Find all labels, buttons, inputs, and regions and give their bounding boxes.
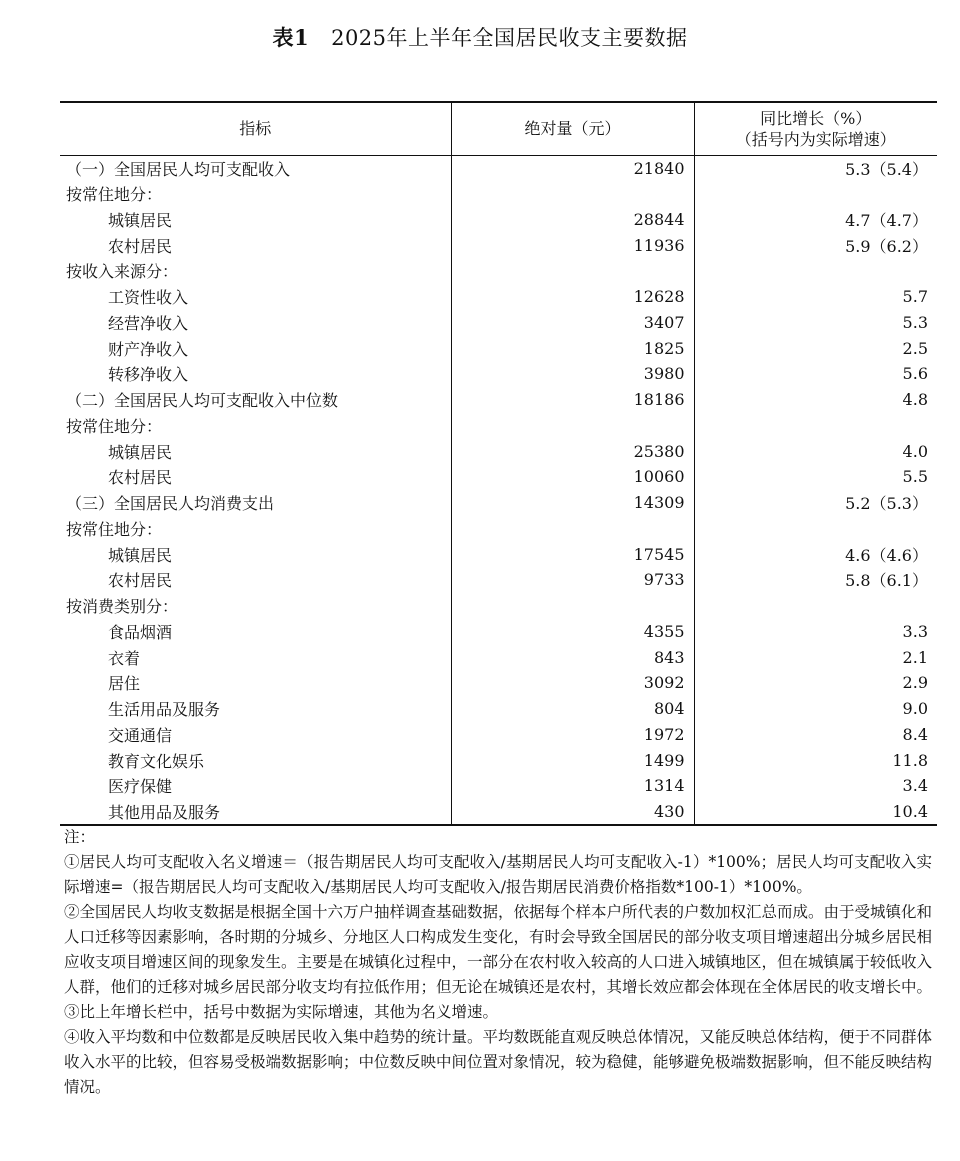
row-growth-rate: 4.6（4.6）: [694, 541, 937, 567]
row-absolute-value: [451, 258, 694, 284]
row-growth-rate: 9.0: [694, 696, 937, 722]
row-absolute-value: 12628: [451, 284, 694, 310]
row-absolute-value: [451, 593, 694, 619]
row-label: 城镇居民: [108, 210, 173, 230]
table-row: [60, 284, 937, 310]
row-growth-rate: 11.8: [694, 747, 937, 773]
row-label: 工资性收入: [108, 288, 189, 308]
row-label: 按常住地分：: [66, 519, 163, 539]
row-label: 按收入来源分：: [66, 262, 179, 282]
table-header-row: [60, 102, 937, 155]
notes-heading: 注：: [64, 828, 96, 846]
table-row: [60, 490, 937, 516]
row-growth-rate: 2.5: [694, 335, 937, 361]
row-growth-rate: 3.4: [694, 773, 937, 799]
row-label: 衣着: [108, 648, 141, 668]
header-growth: [694, 102, 937, 155]
row-growth-rate: [694, 593, 937, 619]
table-row: [60, 773, 937, 799]
table-row: [60, 310, 937, 336]
row-growth-rate: 8.4: [694, 722, 937, 748]
notes-section: [64, 825, 932, 1100]
row-growth-rate: 2.1: [694, 644, 937, 670]
row-growth-rate: 5.2（5.3）: [694, 490, 937, 516]
row-growth-rate: [694, 181, 937, 207]
note-4: ④收入平均数和中位数都是反映居民收入集中趋势的统计量。平均数既能直观反映总体情况，又能反映总体结构，便于不同群体收入水平的比较，但容易受极端数据影响；中位数反映中间位置对象情况，较为稳健，能够避免极端数据影响，但不能反映结构情况。: [64, 1028, 933, 1096]
data-table: [60, 101, 937, 826]
row-absolute-value: 1972: [451, 722, 694, 748]
row-absolute-value: 3407: [451, 310, 694, 336]
table-row: [60, 747, 937, 773]
row-absolute-value: 804: [451, 696, 694, 722]
row-label: 按消费类别分：: [66, 597, 179, 617]
row-absolute-value: 1825: [451, 335, 694, 361]
row-label: 财产净收入: [108, 339, 189, 359]
row-absolute-value: 3092: [451, 670, 694, 696]
row-absolute-value: [451, 181, 694, 207]
row-label: 农村居民: [108, 571, 173, 591]
row-label: 城镇居民: [108, 442, 173, 462]
row-absolute-value: 14309: [451, 490, 694, 516]
header-indicator: 指标: [60, 102, 451, 155]
row-growth-rate: 5.3（5.4）: [694, 155, 937, 181]
row-growth-rate: 5.8（6.1）: [694, 567, 937, 593]
row-absolute-value: 11936: [451, 232, 694, 258]
table-row: [60, 464, 937, 490]
row-absolute-value: 21840: [451, 155, 694, 181]
row-label: （一）全国居民人均可支配收入: [66, 159, 291, 179]
row-label: （二）全国居民人均可支配收入中位数: [66, 391, 339, 411]
row-growth-rate: 2.9: [694, 670, 937, 696]
table-row: [60, 670, 937, 696]
note-3: ③比上年增长栏中，括号中数据为实际增速，其他为名义增速。: [64, 1003, 499, 1021]
table-row: [60, 207, 937, 233]
row-growth-rate: 10.4: [694, 799, 937, 825]
table-title: [0, 22, 960, 52]
table-row: [60, 593, 937, 619]
table-row: [60, 516, 937, 542]
row-absolute-value: 10060: [451, 464, 694, 490]
row-growth-rate: 3.3: [694, 619, 937, 645]
row-label: 其他用品及服务: [60, 799, 451, 825]
row-growth-rate: 4.7（4.7）: [694, 207, 937, 233]
table-row: [60, 181, 937, 207]
row-absolute-value: 28844: [451, 207, 694, 233]
row-growth-rate: [694, 258, 937, 284]
table-number: 表1: [272, 25, 310, 50]
row-absolute-value: 1314: [451, 773, 694, 799]
row-absolute-value: 1499: [451, 747, 694, 773]
row-growth-rate: [694, 516, 937, 542]
table-row: [60, 567, 937, 593]
table-row: [60, 155, 937, 181]
header-growth-line2: （括号内为实际增速）: [735, 129, 896, 149]
row-absolute-value: 430: [451, 799, 694, 825]
table-row: [60, 722, 937, 748]
row-label: 生活用品及服务: [108, 700, 221, 720]
row-absolute-value: 3980: [451, 361, 694, 387]
row-absolute-value: 4355: [451, 619, 694, 645]
row-growth-rate: 5.6: [694, 361, 937, 387]
row-label: 农村居民: [108, 236, 173, 256]
row-label: 农村居民: [108, 468, 173, 488]
row-growth-rate: [694, 413, 937, 439]
row-growth-rate: 4.8: [694, 387, 937, 413]
row-growth-rate: 5.9（6.2）: [694, 232, 937, 258]
table-row: [60, 541, 937, 567]
row-absolute-value: [451, 413, 694, 439]
table-row: [60, 387, 937, 413]
row-label: 经营净收入: [108, 313, 189, 333]
row-label: 按常住地分：: [66, 185, 163, 205]
table-title-text: 2025年上半年全国居民收支主要数据: [331, 26, 688, 50]
row-growth-rate: 5.3: [694, 310, 937, 336]
row-absolute-value: [451, 516, 694, 542]
table-row: [60, 232, 937, 258]
row-label: 交通通信: [108, 725, 173, 745]
row-absolute-value: 843: [451, 644, 694, 670]
row-label: 居住: [108, 674, 141, 694]
table-row: [60, 413, 937, 439]
table-row: [60, 258, 937, 284]
row-label: 医疗保健: [108, 777, 173, 797]
row-growth-rate: 5.7: [694, 284, 937, 310]
table-row: [60, 799, 937, 825]
row-absolute-value: 18186: [451, 387, 694, 413]
row-absolute-value: 17545: [451, 541, 694, 567]
header-absolute: 绝对量（元）: [451, 102, 694, 155]
note-1: ①居民人均可支配收入名义增速＝（报告期居民人均可支配收入/基期居民人均可支配收入-1）*100%；居民人均可支配收入实际增速=（报告期居民人均可支配收入/基期居民人均可支配收入/报告期居民消费价格指数*100-1）*100%。: [64, 853, 932, 896]
table-row: [60, 335, 937, 361]
row-label: 教育文化娱乐: [108, 751, 205, 771]
row-label: （三）全国居民人均消费支出: [66, 494, 275, 514]
table-row: [60, 361, 937, 387]
note-2: ②全国居民人均收支数据是根据全国十六万户抽样调查基础数据，依据每个样本户所代表的户数加权汇总而成。由于受城镇化和人口迁移等因素影响，各时期的分城乡、分地区人口构成发生变化，有时会导致全国居民的部分收支项目增速超出分城乡居民相应收支项目增速区间的现象发生。主要是在城镇化过程中，一部分在农村收入较高的人口进入城镇地区，但在城镇属于较低收入人群，他们的迁移对城乡居民部分收支均有拉低作用；但无论在城镇还是农村，其增长效应都会体现在全体居民的收支增长中。: [64, 903, 933, 996]
table-row: [60, 438, 937, 464]
row-absolute-value: 9733: [451, 567, 694, 593]
table-row: [60, 619, 937, 645]
table-body: [60, 155, 937, 825]
header-growth-line1: 同比增长（%）: [760, 108, 872, 128]
row-label: 转移净收入: [108, 365, 189, 385]
row-growth-rate: 4.0: [694, 438, 937, 464]
row-label: 按常住地分：: [66, 416, 163, 436]
table-row: [60, 696, 937, 722]
row-label: 食品烟酒: [108, 622, 173, 642]
table-row: [60, 644, 937, 670]
row-absolute-value: 25380: [451, 438, 694, 464]
row-label: 城镇居民: [108, 545, 173, 565]
row-growth-rate: 5.5: [694, 464, 937, 490]
